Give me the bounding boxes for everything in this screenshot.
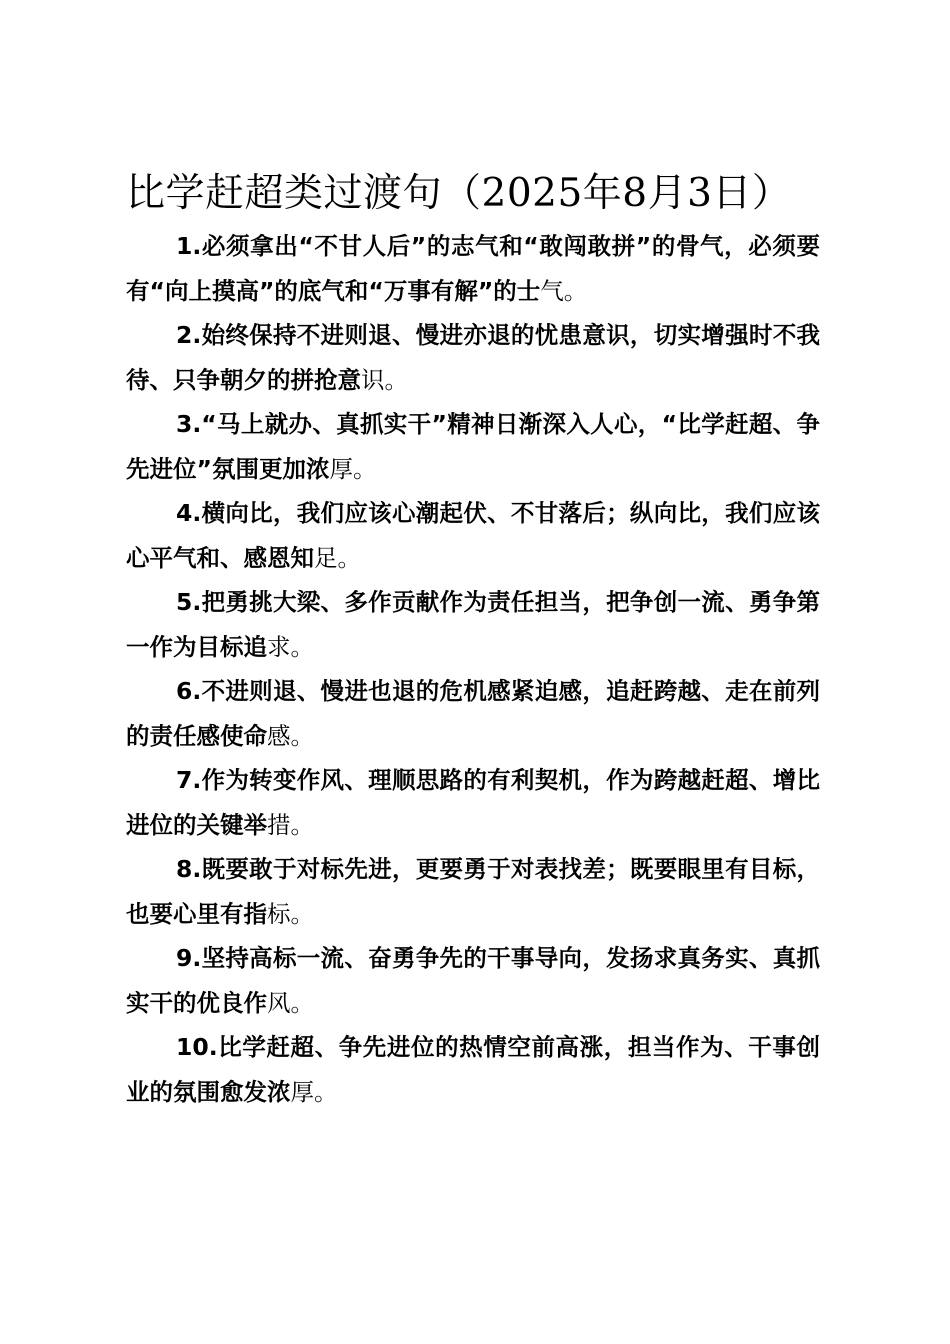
item-text: 10.比学赶超、争先进位的热情空前高涨，担当作为、干事创业的氛围愈发浓 [126,1033,820,1106]
item-text: 3.“马上就办、真抓实干”精神日渐深入人心，“比学赶超、争先进位”氛围更加浓 [126,410,820,483]
item-text: 7.作为转变作风、理顺思路的有利契机，作为跨越赶超、增比进位的关键举 [126,766,820,839]
item-text: 2.始终保持不进则退、慢进亦退的忧患意识，切实增强时不我待、只争朝夕的拼抢意 [126,321,820,394]
list-item [126,313,820,402]
item-text: 9.坚持高标一流、奋勇争先的干事导向，发扬求真务实、真抓实干的优良作 [126,944,820,1017]
item-text: 8.既要敢于对标先进，更要勇于对表找差；既要眼里有目标，也要心里有指 [126,855,820,928]
list-item [126,402,820,491]
item-text-end: 求。 [267,632,314,661]
list-item [126,224,820,313]
list-item [126,580,820,669]
item-text-end: 风。 [267,988,314,1017]
list-item [126,669,820,758]
item-text: 1.必须拿出“不甘人后”的志气和“敢闯敢拼”的骨气，必须要有“向上摸高”的底气和“万事有解”的士 [126,232,820,305]
item-text-end: 感。 [267,721,314,750]
sentence-list [126,224,820,1114]
item-text: 4.横向比，我们应该心潮起伏、不甘落后；纵向比，我们应该心平气和、感恩知 [126,499,820,572]
item-text-end: 标。 [267,899,314,928]
item-text-end: 气。 [540,276,588,305]
item-text-end: 厚。 [290,1077,338,1106]
item-text: 6.不进则退、慢进也退的危机感紧迫感，追赶跨越、走在前列的责任感使命 [126,677,820,750]
item-text-end: 厚。 [329,454,377,483]
list-item [126,1025,820,1114]
item-text: 5.把勇挑大梁、多作贡献作为责任担当，把争创一流、勇争第一作为目标追 [126,588,820,661]
list-item [126,936,820,1025]
list-item [126,758,820,847]
list-item [126,491,820,580]
item-text-end: 识。 [361,365,408,394]
item-text-end: 措。 [267,810,314,839]
item-text-end: 足。 [314,543,361,572]
page-title: 比学赶超类过渡句（2025年8月3日） [126,171,792,216]
list-item [126,847,820,936]
